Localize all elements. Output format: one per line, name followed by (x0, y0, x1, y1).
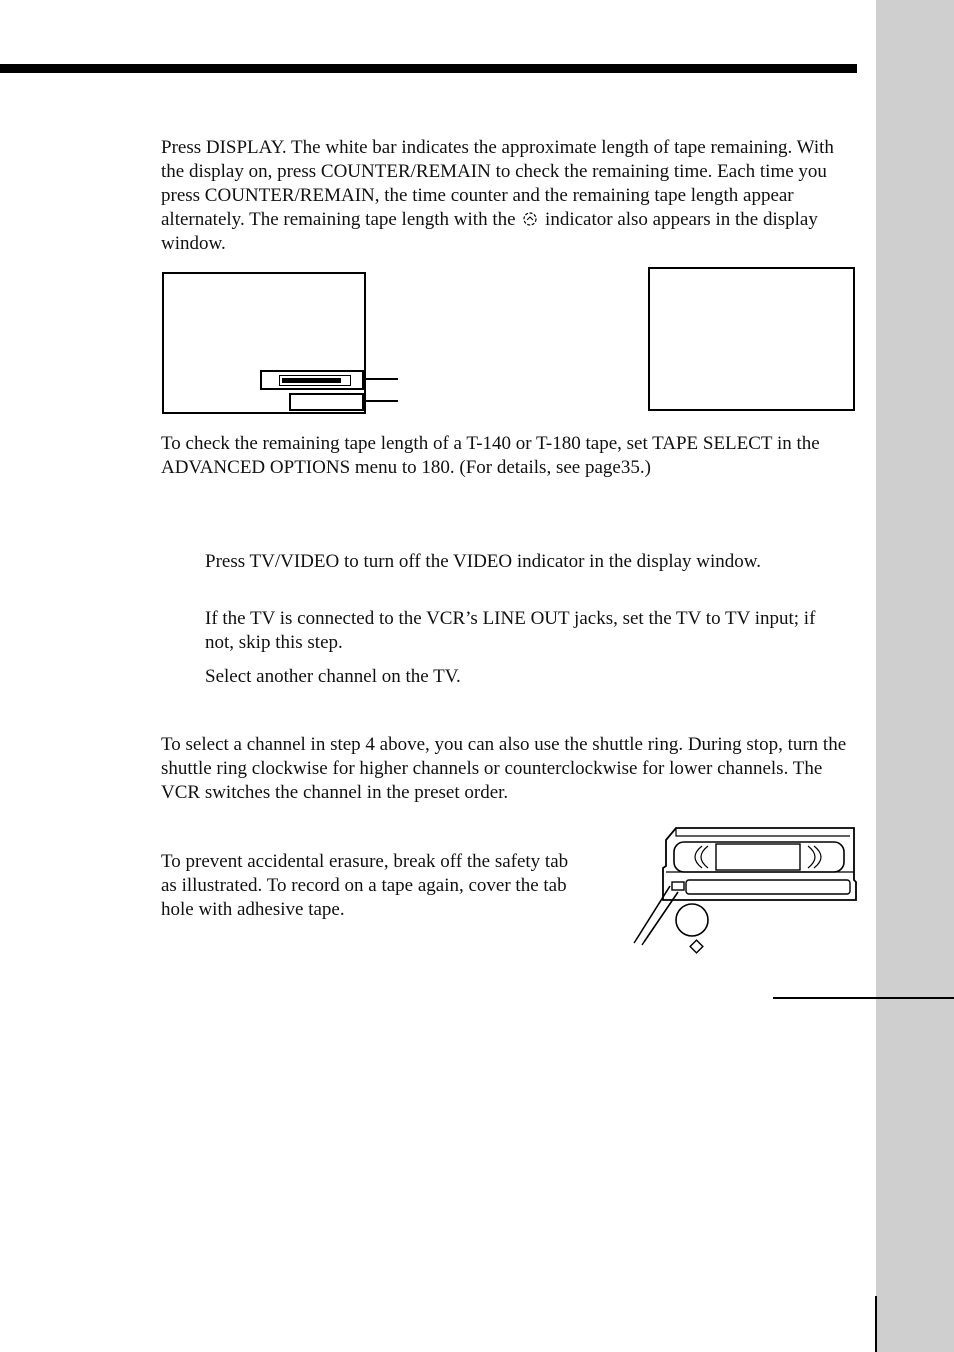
shuttle-ring-tip: To select a channel in step 4 above, you can also use the shuttle ring. During stop, turn the shuttle ring clockwise for higher channels or counterclockwise for lower channels. The VCR switches the channel in the preset order. (161, 734, 847, 803)
leader-line (366, 400, 398, 402)
top-rule (0, 64, 857, 73)
remaining-tape-bar-fill (282, 378, 341, 383)
step-item: Select another channel on the TV. (205, 666, 461, 687)
display-window-illustration (648, 267, 855, 411)
counter-box (289, 393, 364, 411)
side-thumb-tab (876, 0, 954, 1352)
erasure-paragraph: To prevent accidental erasure, break off the safety tab as illustrated. To record on a tape again, cover the tab hole with adhesive tape. (161, 851, 569, 920)
remaining-tape-bar (260, 370, 364, 390)
step-item: Press TV/VIDEO to turn off the VIDEO indicator in the display window. (205, 551, 762, 572)
tape-select-note: To check the remaining tape length of a T-140 or T-180 tape, set TAPE SELECT in the ADVANCED OPTIONS menu to 180. (For details, see page35.) (161, 433, 820, 478)
step-item: If the TV is connected to the VCR’s LINE OUT jacks, set the TV to TV input; if not, skip this step. (205, 608, 816, 653)
leader-line (366, 378, 398, 380)
tape-remain-icon (522, 211, 538, 227)
page-mark (875, 1296, 877, 1352)
remaining-tape-paragraph: Press DISPLAY. The white bar indicates the approximate length of tape remaining. With the display on, press COUNTER/REMAIN to check the remaining time. Each time you press COUNTER/REMAIN, the time counter and the remaining tape length appear alternately. The remaining tape length with the indicator also appears in the display window. (161, 137, 834, 254)
tv-screen-illustration (162, 272, 366, 414)
videocassette-safety-tab-icon (630, 822, 860, 962)
section-rule (773, 997, 954, 999)
remaining-tape-bar-track (279, 375, 351, 386)
